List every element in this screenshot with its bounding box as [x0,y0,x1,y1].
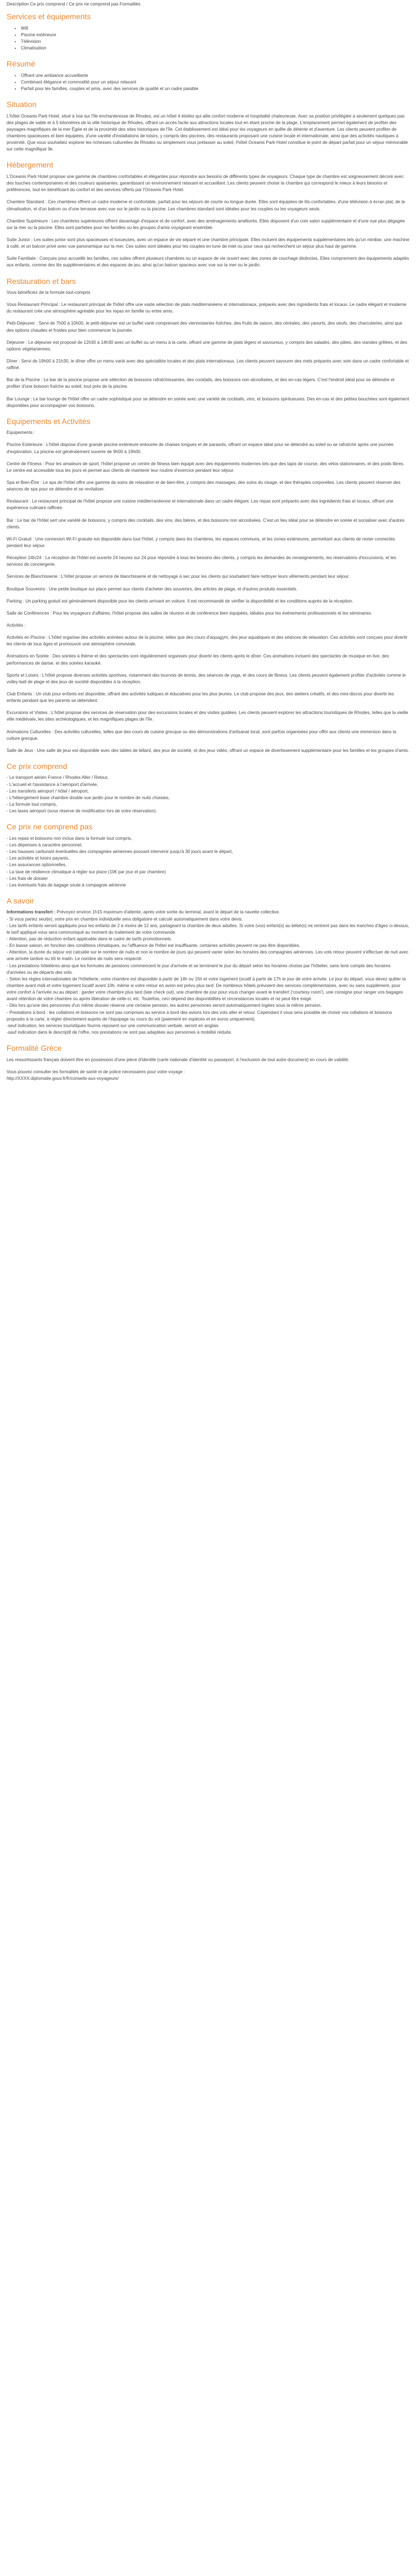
list-item: • Offrant une ambiance accueillante [21,73,409,79]
list-item: - Dès lors qu'une des personnes d'un même dossier réserve une certaine pension, les autres personnes seront automatiquement logées sous la même pension. [7,1003,322,1008]
a-savoir-lines [7,909,409,1036]
list-item: • Télévision [21,38,409,45]
diplomatie-link[interactable]: http://XXXX.diplomatie.gouv.fr/fr/conseils-aux-voyageurs/ [7,1075,119,1081]
list-item: - Attention, la durée du séjour est calculée sur le nombre de nuits et non le nombre de jours qui peuvent varier selon les horaires des compagnies aériennes. Les vols retour peuvent s'effectuer de nuit avec une arrivée tardive ou tôt le matin. Le nombre de nuits sera respecté. [7,950,409,962]
restauration-title: Restauration et bars [7,276,76,286]
transfer-info-text: Prévoyez environ 1h15 maximum d'attente, après votre sortie du terminal, avant le départ de la navette collective. [55,910,280,915]
list-item: - Les assurances optionnelles, [7,862,67,868]
situation-title: Situation [7,100,37,109]
equipements-paragraph: Restaurant : Le restaurant principal de l'hôtel propose une cuisine méditerranéenne et internationale dans un cadre élégant. Les repas sont préparés avec des ingrédients frais et locaux, offrant une expérience culinaire raffinée. [7,499,393,511]
hebergement-paragraph: Suite Junior : Les suites junior sont plus spacieuses et luxueuses, avec un espace de vie séparé et une chambre principale. Elles incluent des équipements supplémentaires tels qu'un minibar, une machine à café, et un balcon privé avec vue panoramique sur la mer. Ces suites sont idéales pour les couples en lune de miel ou pour ceux qui recherchent un séjour plus haut de gamme. [7,237,410,249]
description-tabs-line: Description Ce prix comprend / Ce prix ne comprend pas Formalités [7,2,140,7]
product-description-page [0,0,416,1101]
list-item: - Le transport aérien France / Rhodes Aller / Retour, [7,775,109,780]
prix-comprend-section [7,762,409,815]
list-item: - La formule tout compris, [7,802,57,807]
resume-title: Résumé [7,59,36,69]
list-item: - L'accueil et l'assistance à l'aéroport d'arrivée, [7,782,98,787]
list-item: - Les transferts aéroport / hôtel / aéroport, [7,788,89,794]
equipements-paragraph: Excursions et Visites : L'hôtel propose des services de réservation pour des excursions locales et des visites guidées. Les clients peuvent explorer les attractions touristiques de Rhodes, telles que la vieille ville médiévale, les sites archéologiques, et les magnifiques plages de l'île. [7,710,408,722]
resume-section [7,59,409,92]
restauration-section [7,277,409,409]
equipements-paragraph: Spa et Bien-Être : Le spa de l'hôtel offre une gamme de soins de relaxation et de bien-être, y compris des massages, des soins du visage, et des thérapies corporelles. Les clients peuvent réserver des séances de spa pour se détendre et se revitaliser. [7,480,401,492]
list-item: • Parfait pour les familles, couples et amis, avec des services de qualité et un cadre paisible [21,86,409,92]
equipements-paragraph: Boutique Souvenirs : Une petite boutique sur place permet aux clients d'acheter des souvenirs, des articles de plage, et d'autres produits essentiels. [7,586,297,592]
hebergement-paragraph: Chambre Supérieure : Les chambres supérieures offrent davantage d'espace et de confort, avec des aménagements améliorés. Elles disposent d'un coin salon supplémentaire et d'une vue plus dégagée sur la mer ou la piscine. Elles sont parfaites pour les familles ou les groupes d'amis voyageant ensemble. [7,218,405,230]
equipements-paragraph: Animations en Soirée : Des soirées à thème et des spectacles sont régulièrement organisés pour divertir les clients après le dîner. Ces animations incluent des spectacles de musique en live, des performances de danse, et des soirées karaoké. [7,654,389,666]
prix-ne-comprend-lines [7,835,409,889]
situation-text: L'hôtel Oceanis Park Hotel, situé à Ixia sur l'île enchanteresse de Rhodes, est un hôtel 4 étoiles qui allie confort moderne et hospitalité chaleureuse. Avec sa position privilégiée à seulement quelques pas des plages de sable et à 5 kilomètres de la ville historique de Rhodes, offrant un accès facile aux attractions locales tout en étant proche de la plage. L'emplacement permet également de profiter des paysages magnifiques de la mer Égée et de la proximité des sites historiques de l'île. Cet établissement est idéal pour les voyageurs en quête de détente et d'aventure. Les clients peuvent profiter de chambres spacieuses et bien équipées, d'une variété d'installations de loisirs, y compris des piscines, des restaurants proposant une cuisine locale et internationale, ainsi que des activités nautiques à proximité. Que vous souhaitiez explorer les richesses culturelles de Rhodes ou simplement vous prélasser au soleil, l'hôtel Oceanis Park Hotel constitue le point de départ parfait pour un séjour mémorable sur cette magnifique île. [7,113,408,152]
formalite-consult-text: Vous pouvez consulter les formalités de santé et de police nécessaires pour votre voyage : [7,1069,185,1074]
equipements-paragraph: Réception 24h/24 : La réception de l'hôtel est ouverte 24 heures sur 24 pour répondre à tous les besoins des clients, y compris les demandes de renseignements, les réservations d'excursions, et les services de conciergerie. [7,555,396,567]
prix-ne-comprend-title: Ce prix ne comprend pas [7,822,93,832]
list-item: - Si vous partez seul(e), votre prix en chambre individuelle sera obligatoire et calculé automatiquement dans votre devis. [7,916,243,922]
list-item: - Les prestations hôtelières ainsi que les formules de pensions commencent le jour d'arrivée et se terminent le jour du départ selon les horaires choisis par l'hôtelier, sans tenir compte des horaires d'arrivées ou de départs des vols. [7,963,391,975]
hebergement-title: Hébergement [7,160,53,170]
list-item: - Attention, pas de réduction enfant applicable dans le cadre de tarifs promotionnels. [7,936,172,942]
transfer-info-label: Informations transfert : [7,910,56,915]
services-title: Services et équipements [7,12,91,21]
equipements-paragraph: Club Enfants : Un club pour enfants est disponible, offrant des activités ludiques et éducatives pour les plus jeunes. Le club propose des jeux, des ateliers créatifs, et des mini-discos pour divertir les enfants pendant que les parents se détendent. [7,692,394,704]
prix-ne-comprend-section [7,822,409,889]
list-item: • Climatisation [21,45,409,52]
equipements-paragraph: Salle de Conférences : Pour les voyageurs d'affaires, l'hôtel propose des salles de réunion et de conférence bien équipées, idéales pour les événements professionnels et les séminaires. [7,610,373,616]
services-list [7,25,409,52]
list-item: -sauf indication dans le descriptif de l'offre, nos prestations ne sont pas adaptées aux personnes à mobilité réduite. [7,1029,232,1035]
equipements-paragraph: Equipements : [7,430,35,436]
formalite-title: Formalité Grèce [7,1044,62,1053]
equipements-paragraph: Services de Blanchisserie : L'hôtel propose un service de blanchisserie et de nettoyage à sec pour les clients qui souhaitent faire nettoyer leurs vêtements pendant leur séjour. [7,574,350,579]
list-item: - Les dépenses à caractère personnel, [7,842,83,847]
formalite-links [7,1069,409,1082]
prix-comprend-title: Ce prix comprend [7,761,68,771]
restauration-paragraph: Dîner : Servi de 19h00 à 21h30, le dîner offre un menu varié avec des spécialités locales et des plats internationaux. Les clients peuvent savourer des mets préparés avec soin dans un cadre confortable et raffiné. [7,359,409,371]
list-item: - En basse saison, en fonction des conditions climatiques, ou l'affluence de l'hôtel est insuffisante, certaines activités peuvent ne pas être disponibles. [7,943,301,949]
restauration-paragraph: Vous Restaurant Principal : Le restaurant principal de l'hôtel offre une vaste sélection de plats méditerranéens et internationaux, préparés avec des ingrédients frais et locaux. Le cadre élégant et moderne du restaurant crée une atmosphère agréable pour les repas en famille ou entre amis. [7,302,407,314]
list-item: -seuf indication, les services touristiques fournis reposent sur une communication verbale, seront en anglais [7,1023,219,1028]
restauration-paragraph: Petit-Déjeuner : Servi de 7h00 à 10h00, le petit-déjeuner est un buffet varié comprenant des viennoiseries fraîches, des fruits de saison, des céréales, des yaourts, des oeufs, des charcuteries, ainsi que des options chaudes et froides pour bien commencer la journée. [7,321,403,333]
hebergement-paragraph: L'Oceanis Park Hotel propose une gamme de chambres confortables et élégantes pour répondre aux besoins de différents types de voyageurs. Chaque type de chambre est soigneusement décoré avec des touches contemporaines et des couleurs apaisantes, garantissant un environnement relaxant et accueillant. Les clients peuvent choisir la chambre qui correspond le mieux à leurs besoins et préférences, tout en bénéficiant du confort et des services offerts par l'Oceanis Park Hotel. [7,174,404,193]
list-item: - La taxe de résilience climatique à régler sur place (10€ par jour et par chambre) [7,869,166,874]
list-item: - Selon les règles internationales de l'hôtellerie, votre chambre est disponible à partir de 14h ou 15h et votre logement (ocatif à partir de 17h le jour de votre arrivée. Le jour du départ, vous devez quitter la chambre avant midi et votre logement locatif avant 10h, même si votre retour en avion est prévu plus tard. De nombreux hôtels prévoient des services complémentaires, avec ou sans supplément, pour votre confort à l'arrivée ou au départ : garder votre chambre plus tard (late check out), une chambre de jour pour vous changer avant le transfert ('courtesy room'), une consigne pour ranger vos bagages avant rétention de votre chambre ou après libération de celle-ci, etc. Toutefois, ceci dépend des disponibilités et circonstances locales et ne peut être exigé. [7,976,406,1002]
list-item: • Wifi [21,25,409,32]
equipements-paragraph: Sports et Loisirs : L'hôtel propose diverses activités sportives, notamment des tournois de tennis, des séances de yoga, et des cours de fitness. Les clients peuvent également profiter d'activités comme le volley-ball de plage et des jeux de société disponibles à la réception. [7,672,406,684]
equipements-section [7,417,409,754]
situation-section [7,100,409,153]
restauration-paragraph: Vous bénéficiez de la formule tout-compris [7,290,91,295]
hebergement-paragraph: Chambre Standard : Ces chambres offrent un cadre moderne et confortable, parfait pour les séjours de courte ou longue durée. Elles sont équipées de lits confortables, d'une télévision à écran plat, de la climatisation, et d'un balcon ou d'une terrasse avec vue sur le jardin ou la piscine. Les chambres standard sont idéales pour les couples ou les voyageurs seuls. [7,199,405,211]
resume-list [7,73,409,92]
equipements-paragraph: Wi-Fi Gratuit : Une connexion Wi-Fi gratuite est disponible dans tout l'hôtel, y compris dans les chambres, les espaces communs, et les zones extérieures, permettant aux clients de rester connectés pendant leur séjour. [7,536,395,549]
formalite-text: Les ressortissants français doivent être en possession d'une pièce d'identité (carte nationale d'identité ou passeport, à l'exclusion de tout autre document) en cours de validité. [7,1057,350,1062]
equipements-paragraph: Piscine Extérieure : L'hôtel dispose d'une grande piscine extérieure entourée de chaises longues et de parasols, offrant un espace idéal pour se détendre au soleil ou se rafraîchir après une journée d'exploration. La piscine est généralement ouverte de 9h00 à 19h00. [7,442,393,454]
equipements-paragraph: Bar : Le bar de l'hôtel sert une variété de boissons, y compris des cocktails, des vins, des bières, et des boissons non alcoolisées. C'est un lieu idéal pour se détendre en soirée et socialiser avec d'autres clients. [7,517,404,529]
list-item: - Prestations à bord : les collations et boissons ne sont pas comprises au service à bord des avions lors des vols aller et retour. Cependant il vous sera possible de choisir vos collations et boissons proposés à la carte, à régler directement auprès de l'équipage ou cours du vol (paiement en espèces et en euros uniquement). [7,1010,392,1022]
list-item: - Les tarifs enfants seront appliqués pour les enfants de 2 à moins de 12 ans, partageant la chambre de deux adultes. Si votre (vos) enfant(s) au bébé(s) ne rentrent pas dans les tranches d'âges ci-dessus, le tarif appliqué vous sera communiqué au moment du traitement de votre commande. [7,923,409,935]
list-item: - Les repas et boissons non inclus dans la formule tout compris, [7,835,132,841]
a-savoir-section [7,896,409,1036]
a-savoir-title: A savoir [7,896,34,905]
equipements-paragraph: Parking : Un parking gratuit est généralement disponible pour les clients arrivant en voiture. Il est recommandé de vérifier la disponibilité et les conditions auprès de la réception. [7,598,353,604]
equipements-paragraph: Centre de Fitness : Pour les amateurs de sport, l'hôtel propose un centre de fitness bien équipé avec des équipements modernes tels que des tapis de course, des vélos stationnaires, et des poids libres. Le centre est accessible tous les jours et permet aux clients de maintenir leur routine d'exercice pendant leur séjour. [7,461,405,473]
list-item: - Les activités et loisirs payants, [7,856,70,861]
services-section [7,12,409,52]
list-item: - Les frais de dossier [7,876,48,881]
transfer-info [7,909,409,916]
hebergement-paragraph: Suite Familiale : Conçues pour accueillir les familles, ces suites offrent plusieurs chambres ou un espace de vie ouvert avec des zones de couchage distinctes. Elles comprennent des équipements adaptés aux enfants, comme des lits supplémentaires et des espaces de jeu, ainsi qu'un balcon spacieux avec vue sur la mer ou le jardin. [7,256,409,268]
equipements-paragraph: Activités : [7,623,26,628]
list-item: - L'hébergement base chambre double vue jardin pour le nombre de nuits choisies, [7,795,170,800]
restauration-paragraph: Bar de la Piscine : Le bar de la piscine propose une sélection de boissons rafraîchissantes, des cocktails, des boissons non alcoolisées, et des en-cas légers. C'est l'endroit idéal pour se détendre et profiter d'une boisson fraîche au soleil, tout près de la piscine. [7,377,395,389]
prix-comprend-lines [7,774,409,815]
hebergement-section [7,160,409,269]
list-item: • Combinant élégance et commodité pour un séjour relaxant [21,79,409,86]
list-item: • Piscine extérieure [21,32,409,38]
list-item: - Les éventuels frais de bagage soute à compagnie aérienne [7,882,126,888]
list-item: - Les hausses carburant éventuelles des compagnies aériennes pouvant intervenir jusqu'à 30 jours avant le départ, [7,849,233,855]
equipements-paragraph: Salle de Jeux : Une salle de jeux est disponible avec des tables de billard, des jeux de société, et des jeux vidéo, offrant un espace de divertissement supplémentaire pour les familles et les groupes d'amis. [7,748,409,753]
restauration-paragraph: Déjeuner : Le déjeuner est proposé de 12h30 à 14h30 avec un buffet ou un menu à la carte, offrant une gamme de plats légers et savoureux, y compris des salades, des pâtes, des viandes grillées, et des options végétariennes. [7,339,407,352]
equipements-paragraph: Animations Culturelles : Des activités culturelles, telles que des cours de cuisine grecque ou des démonstrations d'artisanat local, sont parfois organisées pour offrir aux clients une immersion dans la culture grecque. [7,729,396,741]
equipements-title: Equipements et Activités [7,416,91,426]
equipements-paragraph: Activités en Piscine : L'hôtel organise des activités animées autour de la piscine, telles que des cours d'aquagym, des jeux aquatiques et des séances de relaxation. Ces activités sont conçues pour divertir les clients de tous âges et promouvoir une atmosphère conviviale. [7,635,408,647]
formalite-section [7,1044,409,1082]
restauration-paragraph: Bar Lounge : Le bar lounge de l'hôtel offre un cadre sophistiqué pour se détendre en soirée avec une variété de cocktails, vins, et boissons spiritueuses. Des en-cas et des petites bouchées sont également disponibles pour accompagner vos boissons. [7,396,409,408]
list-item: - Les taxes aéroport (sous réserve de modification lors de votre réservation). [7,809,157,814]
